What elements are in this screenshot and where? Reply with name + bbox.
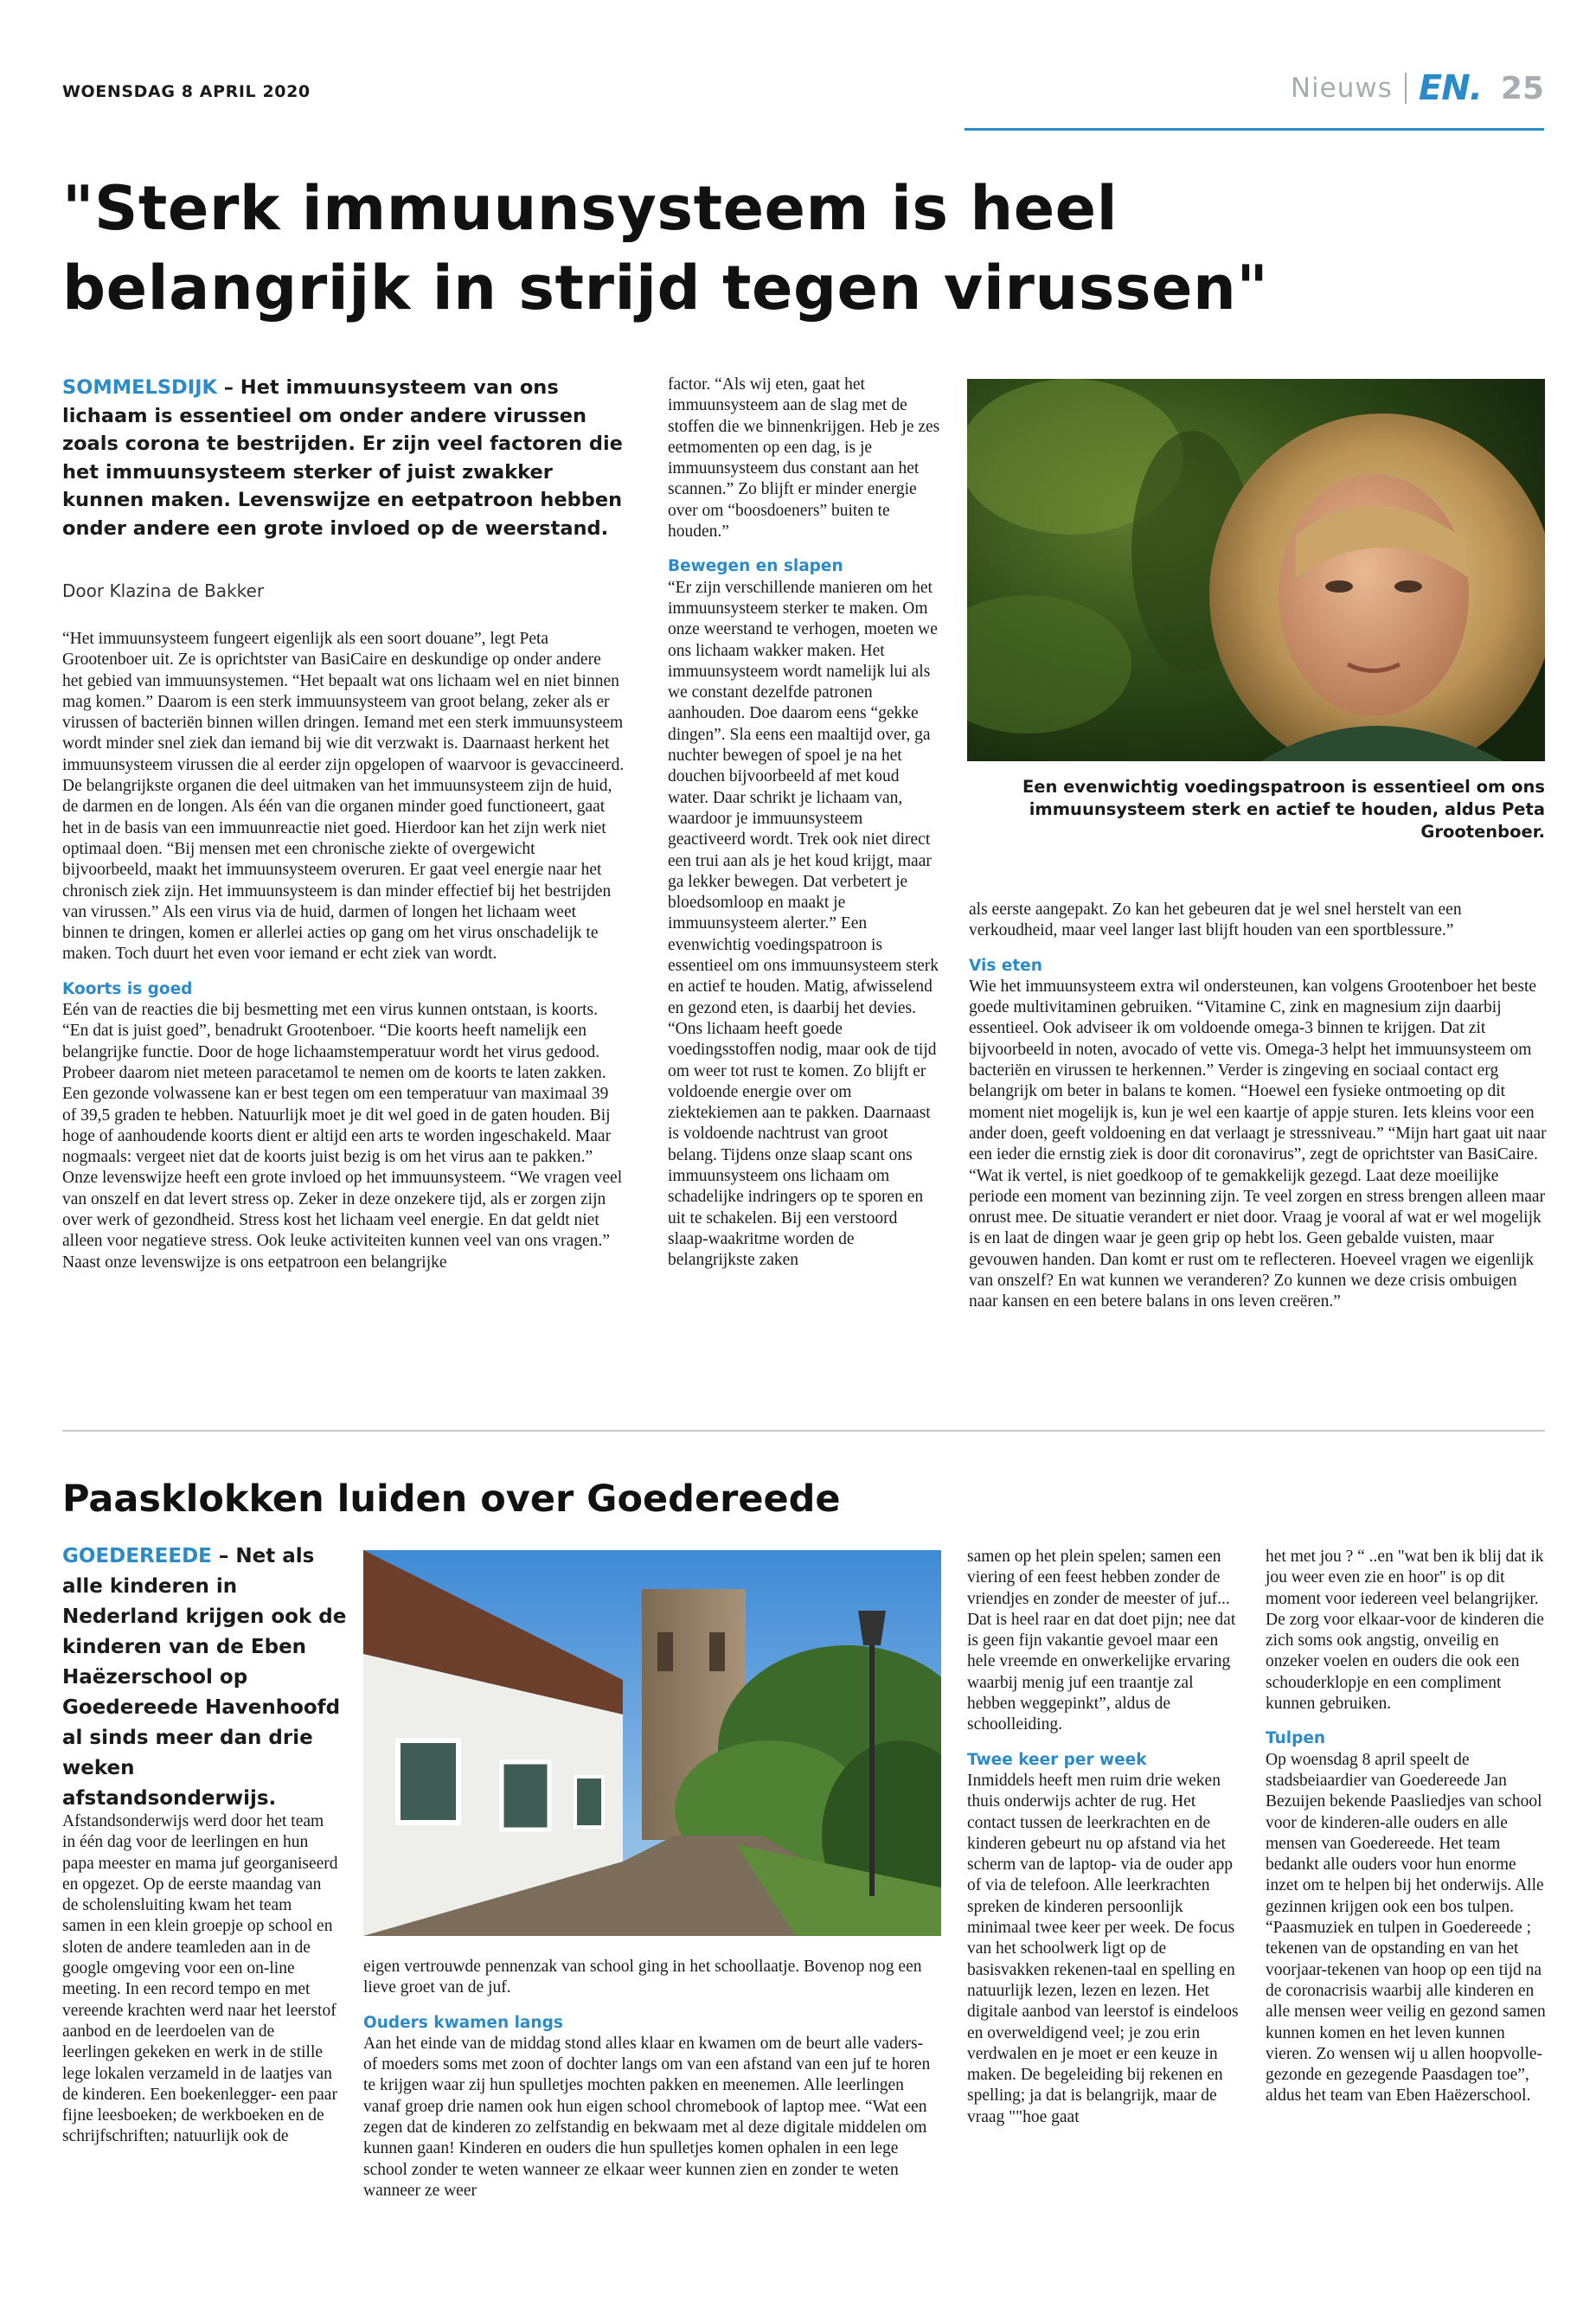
- section-divider: [62, 1430, 1545, 1432]
- paragraph: Op woensdag 8 april speelt de stadsbeiaardier van Goedereede Jan Bezuijen bekende Paasliedjes van school voor de kinderen-alle ouders en alle mensen van Goedereede. Het team bedankt alle ouders voor hun enorme inzet om te helpen bij het onderwijs. Alle gezinnen krijgen ook een bos tulpen. “Paasmuziek en tulpen in Goedereede ; tekenen van de opstanding en van het voorjaar-tekenen van hoop op een tijd na de coronacrisis waarbij alle kinderen en alle mensen weer veilig en gezond samen kunnen komen en het leven kunnen vieren. Zo wensen wij u allen hoopvolle-gezonde en gezegende Paasdagen toe”, aldus het team van Eben Haëzerschool.: [1266, 1750, 1546, 2106]
- paragraph: eigen vertrouwde pennenzak van school ging in het schoollaatje. Bovenop nog een lieve groet van de juf.: [363, 1958, 922, 1997]
- subhead-ouders: Ouders kwamen langs: [363, 2013, 563, 2032]
- subhead-bewegen: Bewegen en slapen: [668, 557, 843, 576]
- article1-lead-text: – Het immuunsysteem van ons lichaam is essentieel om onder andere virussen zoals corona te bestrijden. Er zijn veel factoren die het immuunsysteem sterker of juist zwakker kunnen maken. Levenswijze en eetpatroon hebben onder andere een grote invloed op de weerstand.: [62, 376, 623, 540]
- paragraph: factor. “Als wij eten, gaat het immuunsysteem aan de slag met de stoffen die we binnenkrijgen. Heb je zes eetmomenten op een dag, is je immuunsysteem dus constant aan het scannen.” Zo blijft er minder energie over om “boosdoeners” buiten te houden.”: [668, 375, 940, 542]
- paragraph: Afstandsonderwijs werd door het team in één dag voor de leerlingen en hun papa meester en mama juf georganiseerd en opgezet. Op de eerste maandag van de scholensluiting kwam het team samen in een klein groepje op school en sloten de andere teamleden aan in de google omgeving voor een on-line meeting. In een record tempo en met vereende krachten werd naar het leerstof aanbod en de leerdoelen van de leerlingen gekeken en werk in de stille lege lokalen verzameld in de laatjes van de kinderen. Een boekenlegger- een paar fijne leesboeken; de werkboeken en de schrijfschriften; natuurlijk ook de: [62, 1812, 338, 2146]
- article1-dateline: SOMMELSDIJK: [62, 376, 217, 399]
- article1-column-2: [668, 375, 940, 1271]
- paragraph: “Er zijn verschillende manieren om het immuunsysteem sterker te maken. Om onze weerstand te verhogen, moeten we ons lichaam wakker maken. Het immuunsysteem wordt namelijk lui als we constant dezelfde patronen aanhouden. Doe daarom eens “gekke dingen”. Sla eens een maaltijd over, ga nuchter bewegen of spoel je na het douchen bijvoorbeeld af met koud water. Daar schrikt je lichaam van, waardoor je immuunsysteem geactiveerd wordt. Trek ook niet direct een trui aan als je het koud krijgt, maar ga lekker bewegen. Dat verbetert je bloedsomloop en maakt je immuunsysteem alerter.” Een evenwichtig voedingspatroon is essentieel om ons immuunsysteem sterk en actief te houden. Matig, afwisselend en gezond eten, is daarbij het devies. “Ons lichaam heeft goede voedingsstoffen nodig, maar ook de tijd om weer tot rust te komen. Zo blijft er voldoende energie over om ziektekiemen aan te pakken. Daarnaast is voldoende nachtrust van groot belang. Tijdens onze slaap scant ons immuunsysteem ons lichaam om schadelijke indringers op te sporen en uit te schakelen. Bij een verstoord slaap-waakritme worden de belangrijkste zaken: [668, 578, 939, 1270]
- header-separator: [1405, 73, 1407, 104]
- issue-date: WOENSDAG 8 APRIL 2020: [62, 82, 311, 101]
- portrait-photo-illustration: [967, 379, 1545, 761]
- paragraph: “Het immuunsysteem fungeert eigenlijk als een soort douane”, legt Peta Grootenboer uit. Ze is oprichtster van BasiCaire en deskundige op onder andere het gebied van immuunsystemen. “Het bepaalt wat ons lichaam wel en niet binnen mag komen.” Daarom is een sterk immuunsysteem van groot belang, zeker als er virussen of bacteriën binnen willen dringen. Iemand met een sterk immuunsysteem wordt minder snel ziek dan iemand bij wie dit verzwakt is. Daarnaast herkent het immuunsysteem virussen die al eerder zijn opgelopen of waarvoor is gevaccineerd. De belangrijkste organen die deel uitmaken van het immuunsysteem zijn de huid, de darmen en de longen. Als één van die organen minder goed functioneert, gaat het in de basis van een immuunreactie niet goed. Hierdoor kan het zijn werk niet optimaal doen. “Bij mensen met een chronische ziekte of overgewicht bijvoorbeeld, maakt het immuunsysteem overuren. Er gaat veel energie naar het chronisch ziek zijn. Het immuunsysteem is dan minder effectief bij het bestrijden van virussen.” Als een virus via de huid, darmen of longen het lichaam weet binnen te dringen, komen er allerlei acties op gang om het virus onschadelijk te maken. Toch duurt het even voor iemand er echt ziek van wordt.: [62, 630, 625, 964]
- article2-column-1: [62, 1811, 339, 2148]
- paragraph: Aan het einde van de middag stond alles klaar en kwamen om de beurt alle vaders- of moeders soms met zoon of dochter langs om van een afstand van een juf te horen te krijgen waar zij hun spulletjes mochten pakken en meenemen. Alle leerlingen vanaf groep drie namen ook hun eigen school chromebook of laptop mee. “Wat een zegen dat de kinderen zo zelfstandig en bekwaam met al deze digitale middelen om kunnen gaan! Kinderen en ouders die hun spulletjes komen ophalen in een lege school zonder te weten wanneer ze elkaar weer kunnen zien en zonder te weten wanneer ze weer: [363, 2034, 931, 2200]
- paragraph: samen op het plein spelen; samen een viering of een feest hebben zonder de vriendjes en zonder de meester of juf... Dat is heel raar en dat doet pijn; nee dat is geen fijn vakantie gevoel maar een hele vreemde en onwerkelijke ervaring waarbij menig juf een traantje zal hebben weggepinkt”, aldus de schoolleiding.: [967, 1548, 1236, 1734]
- portrait-photo: [967, 379, 1545, 761]
- subhead-koorts: Koorts is goed: [62, 979, 193, 998]
- header-rule: [965, 128, 1544, 131]
- church-tower-illustration: [363, 1550, 941, 1936]
- church-tower-photo: [363, 1550, 941, 1936]
- article1-byline: Door Klazina de Bakker: [62, 580, 265, 601]
- newspaper-logo: EN.: [1418, 68, 1482, 108]
- paragraph: als eerste aangepakt. Zo kan het gebeuren dat je wel snel herstelt van een verkoudheid, maar veel langer last blijft houden van een sportblessure.”: [969, 901, 1462, 940]
- article1-column-1: [62, 629, 625, 1273]
- paragraph: Inmiddels heeft men ruim drie weken thuis onderwijs achter de rug. Het contact tussen de leerkrachten en de kinderen gebeurt nu op afstand via het scherm van de laptop- via de ouder app of via de telefoon. Alle leerkrachten spreken de kinderen persoonlijk minimaal twee keer per week. De focus van het schoolwerk ligt op de basisvakken rekenen-taal en spelling en natuurlijk lezen, lezen en lezen. Het digitale aanbod van leerstof is eindeloos en overweldigend veel; je zou erin verdwalen en je moet er een keuze in maken. De begeleiding bij rekenen en spelling; ja dat is belangrijk, maar de vraag ""hoe gaat: [967, 1771, 1239, 2126]
- article2-column-3: [967, 1547, 1244, 2128]
- article2-dateline: GOEDEREEDE: [62, 1545, 212, 1567]
- headline-line-1: "Sterk immuunsysteem is heel: [62, 173, 1118, 244]
- paragraph: Eén van de reacties die bij besmetting met een virus kunnen ontstaan, is koorts. “En dat is juist goed”, benadrukt Grootenboer. “Die koorts heeft namelijk een belangrijke functie. Door de hoge lichaamstemperatuur wordt het virus gedood. Probeer daarom niet meteen paracetamol te nemen om de koorts te laten zakken. Een gezonde volwassene kan er best tegen om een temperatuur van maximaal 39 of 39,5 graden te hebben. Natuurlijk moet je dit wel goed in de gaten houden. Bij hoge of aanhoudende koorts dient er altijd een arts te worden ingeschakeld. Maar nogmaals: vergeet niet dat de koorts juist bezig is om het virus aan te pakken.” Onze levenswijze heeft een grote invloed op het immuunsysteem. “We vragen veel van onszelf en dat levert stress op. Zeker in deze onzekere tijd, als er zorgen zijn over werk of gezondheid. Stress kost het lichaam veel energie. En dat geldt niet alleen voor negatieve stress. Ook leuke activiteiten kunnen veel van ons vragen.” Naast onze levenswijze is ons eetpatroon een belangrijke: [62, 1001, 623, 1272]
- subhead-twee-keer: Twee keer per week: [967, 1750, 1147, 1769]
- paragraph: Wie het immuunsysteem extra wil ondersteunen, kan volgens Grootenboer het beste goede multivitaminen gebruiken. “Vitamine C, zink en magnesium zijn daarbij essentieel. Ook adviseer ik om voldoende omega-3 binnen te krijgen. Dat zit bijvoorbeeld in noten, avocado of vette vis. Omega-3 helpt het immuunsysteem om bacteriën en virussen te herkennen.” Verder is zingeving en sociaal contact erg belangrijk om beter in balans te komen. “Hoewel een fysieke ontmoeting op dit moment niet mogelijk is, kun je wel een kaartje of appje sturen. Iets kleins voor een ander doen, geeft voldoening en dat verlaagt je stressniveau.” “Mijn hart gaat uit naar een ieder die ernstig ziek is door dit coronavirus”, zegt de oprichtster van BasiCaire. “Wat ik vertel, is niet goedkoop of te gemakkelijk gezegd. Laat deze moeilijke periode een moment van bezinning zijn. Te veel zorgen en stress brengen alleen maar onrust mee. De situatie verandert er niet door. Vraag je vooral af wat er wel mogelijk is en laat de dingen waar je geen grip op hebt los. Geen gebalde vuisten, maar gevouwen handen. Dan komt er rust om te reflecteren. Hoeveel vragen we eigenlijk van onszelf? En wat kunnen we veranderen? Zo kunnen we deze crisis ombuigen naar kansen en een betere balans in ons leven creëren.”: [969, 977, 1547, 1311]
- page-header-right: [1291, 67, 1544, 109]
- photo-caption: Een evenwichtig voedingspatroon is essentieel om ons immuunsysteem sterk en actief te houden, aldus Peta Grootenboer.: [1022, 777, 1545, 842]
- article2-column-2: [363, 1957, 941, 2202]
- article1-headline: [62, 169, 1533, 328]
- page-number: 25: [1500, 70, 1544, 106]
- paragraph: het met jou ? “ ..en "wat ben ik blij dat ik jou weer even zie en hoor" is op dit moment voor iedereen veel belangrijker. De zorg voor elkaar-voor de kinderen die zich soms ook angstig, onveilig en onzeker voelen en ouders die ook een schouderklopje en een compliment kunnen gebruiken.: [1266, 1548, 1544, 1714]
- subhead-vis: Vis eten: [969, 956, 1042, 975]
- section-label: Nieuws: [1290, 73, 1393, 104]
- article2-lead-text: – Net als alle kinderen in Nederland krijgen ook de kinderen van de Eben Haëzerschool op Goedereede Havenhoofd al sinds meer dan drie weken afstandsonderwijs.: [62, 1545, 347, 1810]
- article2-lead: [62, 1541, 348, 1814]
- headline-line-2: belangrijk in strijd tegen virussen": [62, 253, 1269, 324]
- article1-lead: [62, 374, 625, 542]
- subhead-tulpen: Tulpen: [1266, 1729, 1326, 1748]
- article2-headline: Paasklokken luiden over Goedereede: [62, 1477, 841, 1521]
- article1-column-3: [969, 900, 1548, 1313]
- article2-column-4: [1266, 1547, 1547, 2107]
